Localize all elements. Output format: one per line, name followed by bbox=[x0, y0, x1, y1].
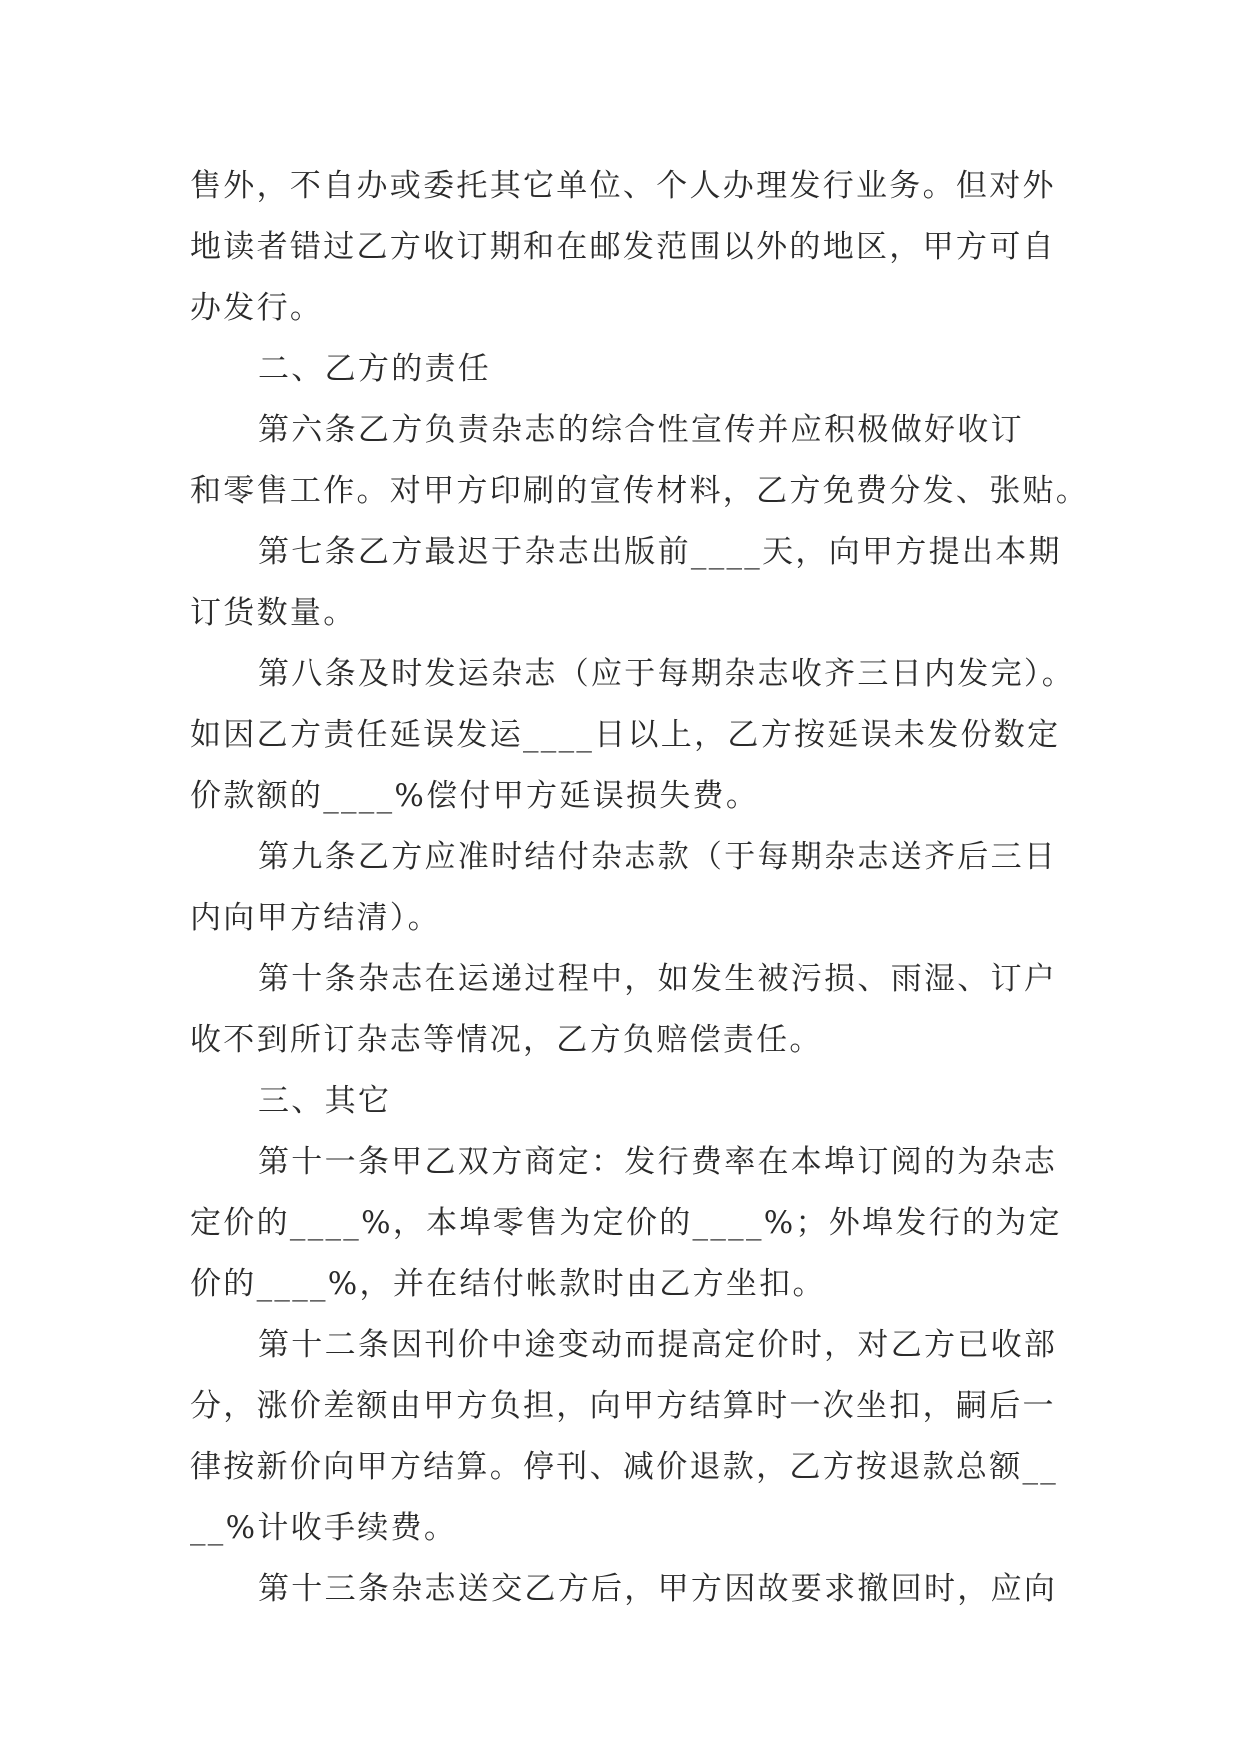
article-line: 第十条杂志在运递过程中，如发生被污损、雨湿、订户 bbox=[258, 961, 1058, 997]
article-line: 第十三条杂志送交乙方后，甲方因故要求撤回时，应向 bbox=[258, 1571, 1058, 1607]
text-line: 律按新价向甲方结算。停刊、减价退款，乙方按退款总额__ bbox=[190, 1449, 1059, 1485]
text-line: 分，涨价差额由甲方负担，向甲方结算时一次坐扣，嗣后一 bbox=[190, 1388, 1056, 1424]
text-line: 和零售工作。对甲方印刷的宣传材料，乙方免费分发、张贴。 bbox=[190, 473, 1090, 509]
article-line: 第六条乙方负责杂志的综合性宣传并应积极做好收订 bbox=[258, 412, 1024, 448]
article-line: 第八条及时发运杂志（应于每期杂志收齐三日内发完）。 bbox=[258, 656, 1075, 692]
article-line: 第十二条因刊价中途变动而提高定价时，对乙方已收部 bbox=[258, 1327, 1058, 1363]
text-line: 内向甲方结清）。 bbox=[190, 900, 441, 936]
document-body bbox=[190, 156, 1090, 1620]
article-line: 第九条乙方应准时结付杂志款（于每期杂志送齐后三日 bbox=[258, 839, 1058, 875]
section-heading: 二、乙方的责任 bbox=[258, 351, 492, 387]
text-line: 订货数量。 bbox=[190, 595, 357, 631]
text-line: 如因乙方责任延误发运____日以上，乙方按延误未发份数定 bbox=[190, 717, 1061, 753]
text-line: 地读者错过乙方收订期和在邮发范围以外的地区，甲方可自 bbox=[190, 229, 1056, 265]
text-line: 办发行。 bbox=[190, 290, 324, 326]
text-line: 收不到所订杂志等情况，乙方负赔偿责任。 bbox=[190, 1022, 823, 1058]
section-heading: 三、其它 bbox=[258, 1083, 392, 1119]
text-line: 定价的____%，本埠零售为定价的____%；外埠发行的为定 bbox=[190, 1205, 1062, 1241]
text-line: 售外，不自办或委托其它单位、个人办理发行业务。但对外 bbox=[190, 168, 1056, 204]
article-line: 第七条乙方最迟于杂志出版前____天，向甲方提出本期 bbox=[258, 534, 1062, 570]
text-line: __%计收手续费。 bbox=[190, 1510, 458, 1546]
article-line: 第十一条甲乙双方商定：发行费率在本埠订阅的为杂志 bbox=[258, 1144, 1058, 1180]
text-line: 价款额的____%偿付甲方延误损失费。 bbox=[190, 778, 760, 814]
text-line: 价的____%，并在结付帐款时由乙方坐扣。 bbox=[190, 1266, 826, 1302]
